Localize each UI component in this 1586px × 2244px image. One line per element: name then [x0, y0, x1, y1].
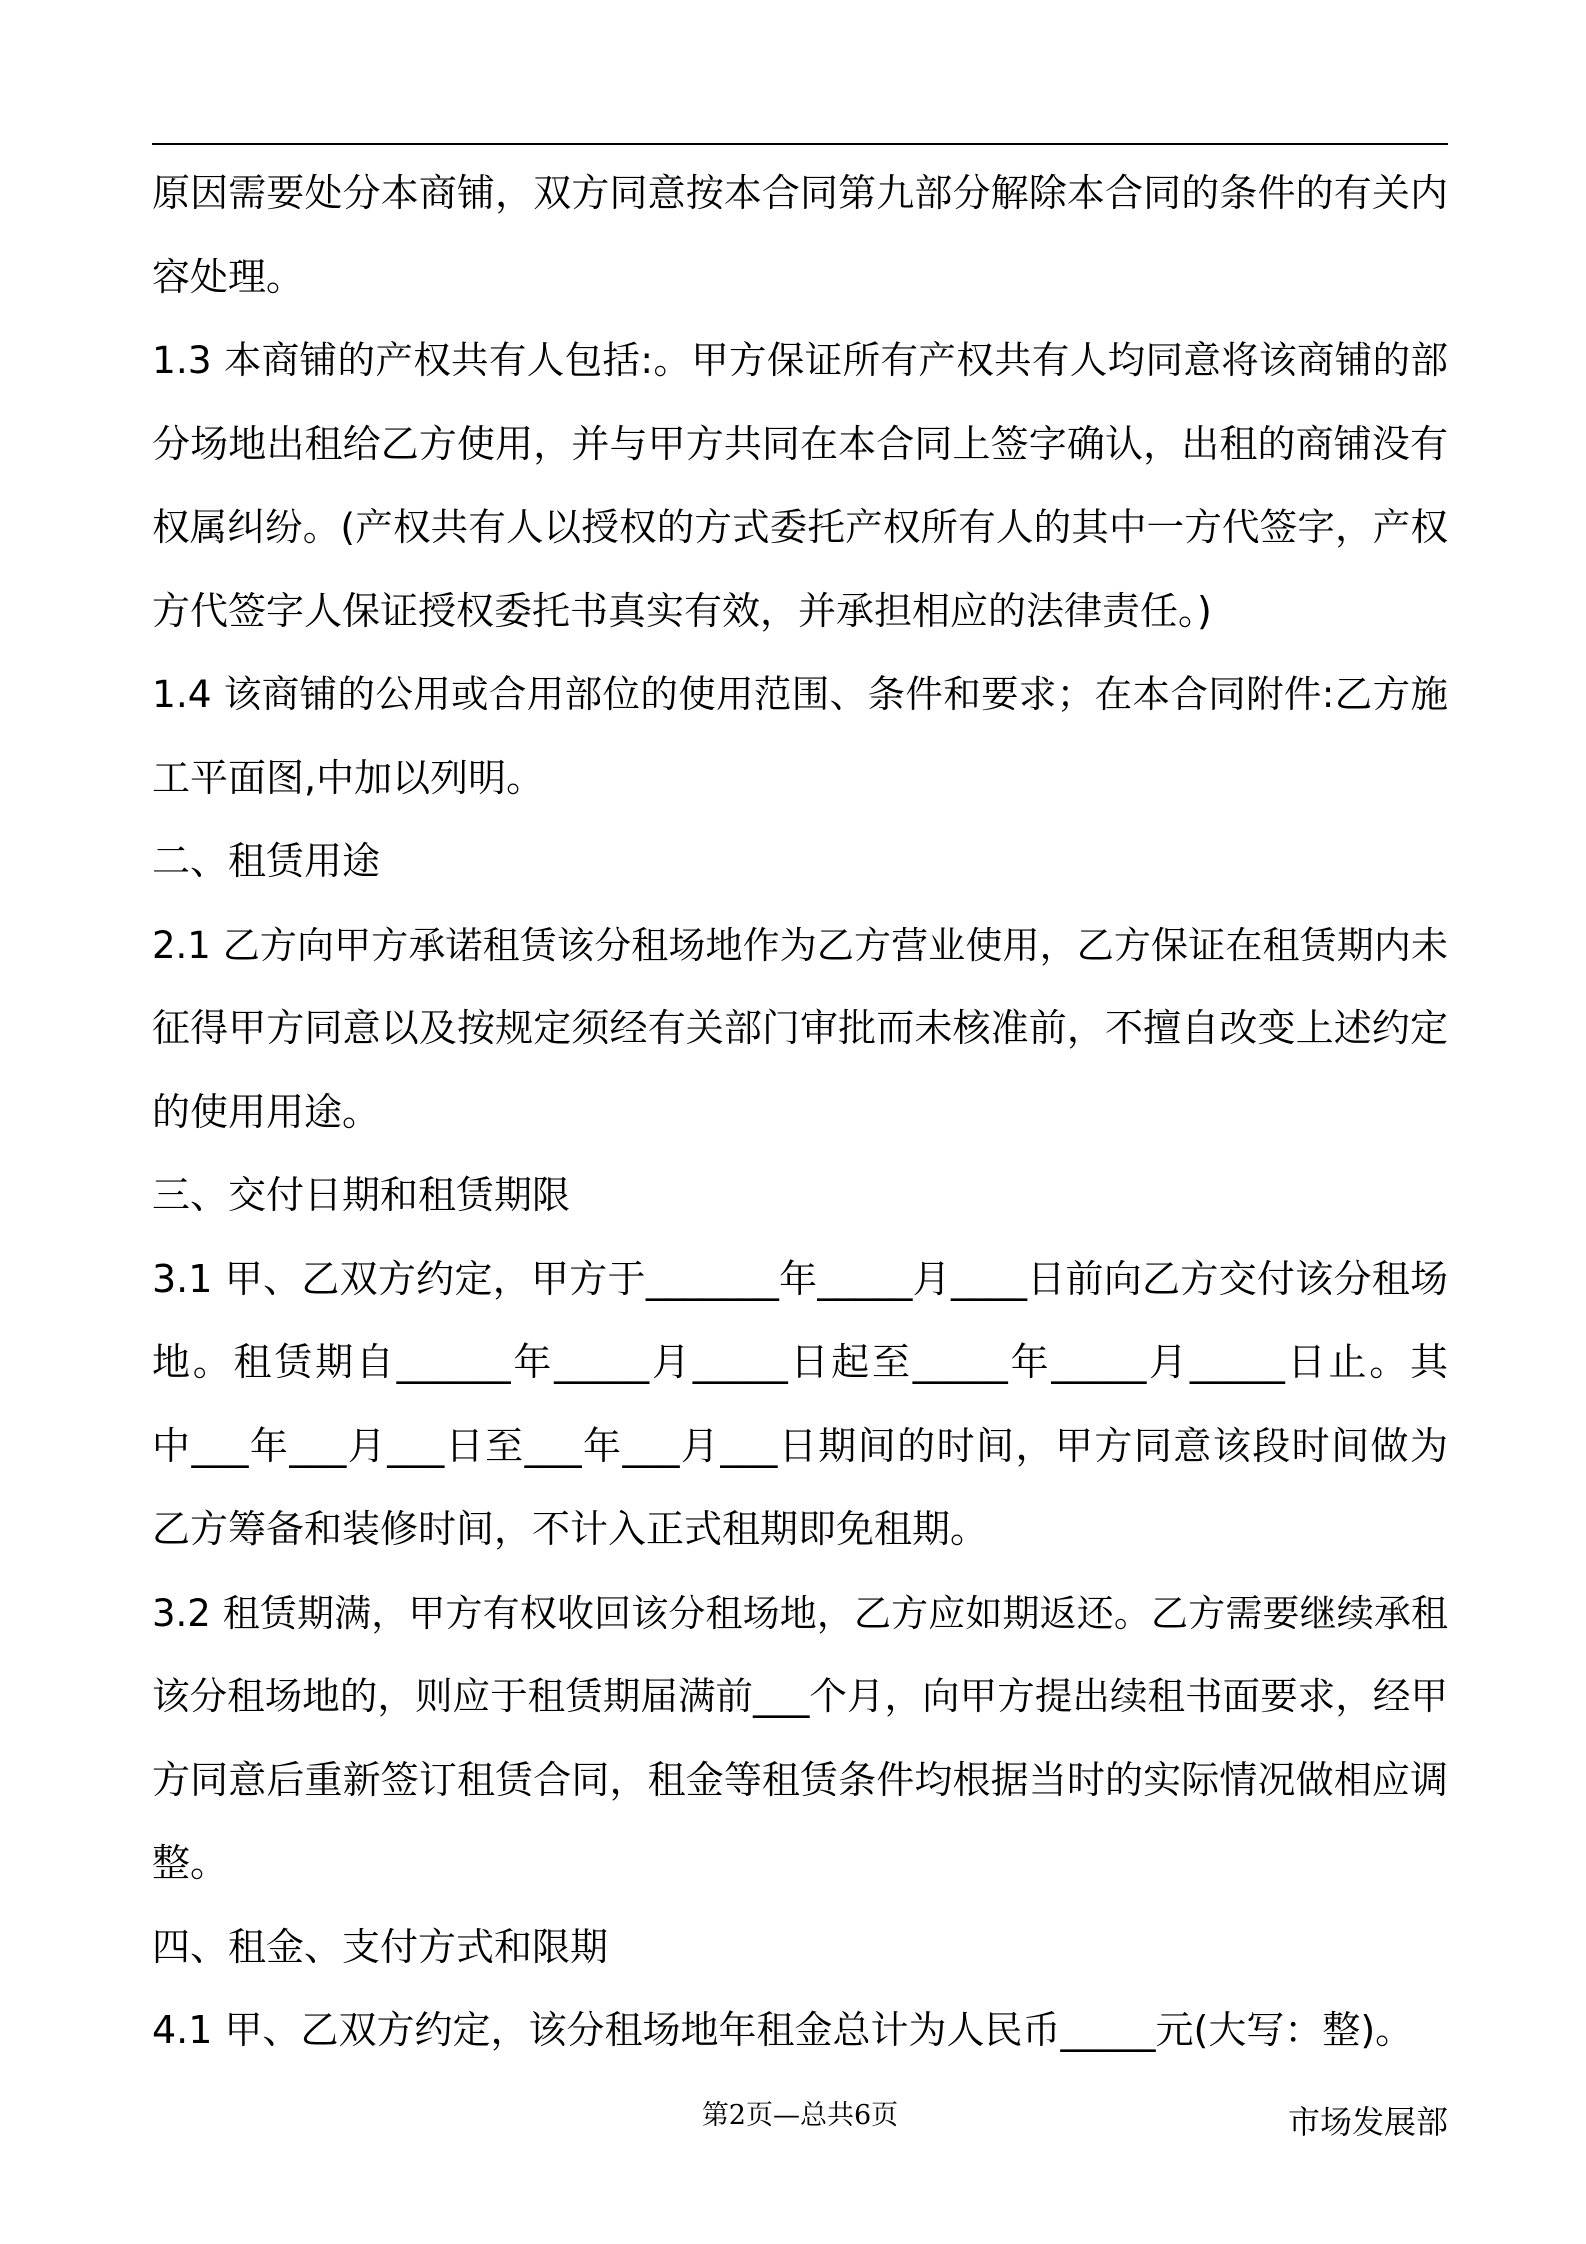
- text-line-7: 1.4 该商铺的公用或合用部位的使用范围、条件和要求；在本合同附件:乙方施: [152, 672, 1448, 716]
- text-line-1: 原因需要处分本商铺，双方同意按本合同第九部分解除本合同的条件的有关内: [152, 171, 1448, 215]
- text-line-18: 3.2 租赁期满，甲方有权收回该分租场地，乙方应如期返还。乙方需要继续承租: [152, 1591, 1448, 1635]
- text-line-21: 整。: [152, 1841, 229, 1885]
- text-line-8: 工平面图,中加以列明。: [152, 755, 545, 800]
- text-line-4: 分场地出租给乙方使用，并与甲方共同在本合同上签字确认，出租的商铺没有: [152, 421, 1448, 466]
- text-line-15: 地。租赁期自______年_____月_____日起至_____年_____月_____日止。其: [152, 1340, 1448, 1384]
- text-line-19: 该分租场地的，则应于租赁期届满前___个月，向甲方提出续租书面要求，经甲: [152, 1674, 1448, 1718]
- text-line-6: 方代签字人保证授权委托书真实有效，并承担相应的法律责任。): [152, 588, 1212, 633]
- text-line-3: 1.3 本商铺的产权共有人包括:。甲方保证所有产权共有人均同意将该商铺的部: [152, 338, 1448, 382]
- section-heading-4: 四、租金、支付方式和限期: [152, 1924, 609, 1969]
- section-heading-2: 二、租赁用途: [152, 839, 381, 883]
- text-line-23: 4.1 甲、乙双方约定，该分租场地年租金总计为人民币_____元(大写：整)。: [152, 2008, 1414, 2052]
- footer-department: 市场发展部: [1287, 2103, 1448, 2141]
- text-line-20: 方同意后重新签订租赁合同，租金等租赁条件均根据当时的实际情况做相应调: [152, 1757, 1448, 1802]
- document-body: [152, 152, 1448, 2073]
- text-line-10: 2.1 乙方向甲方承诺租赁该分租场地作为乙方营业使用，乙方保证在租赁期内未: [152, 923, 1448, 967]
- text-line-17: 乙方筹备和装修时间，不计入正式租期即免租期。: [152, 1507, 989, 1551]
- section-heading-3: 三、交付日期和租赁期限: [152, 1173, 571, 1217]
- page-number: 第2页—总共6页: [701, 2100, 899, 2131]
- text-line-14: 3.1 甲、乙双方约定，甲方于_______年_____月____日前向乙方交付该分租场: [152, 1256, 1448, 1301]
- header-rule: [152, 143, 1448, 145]
- text-line-11: 征得甲方同意以及按规定须经有关部门审批而未核准前，不擅自改变上述约定: [152, 1006, 1448, 1050]
- text-line-12: 的使用用途。: [152, 1089, 381, 1134]
- text-line-2: 容处理。: [152, 254, 305, 299]
- text-line-16: 中___年___月___日至___年___月___日期间的时间，甲方同意该段时间做为: [152, 1423, 1448, 1468]
- text-line-5: 权属纠纷。(产权共有人以授权的方式委托产权所有人的其中一方代签字，产权: [152, 505, 1448, 549]
